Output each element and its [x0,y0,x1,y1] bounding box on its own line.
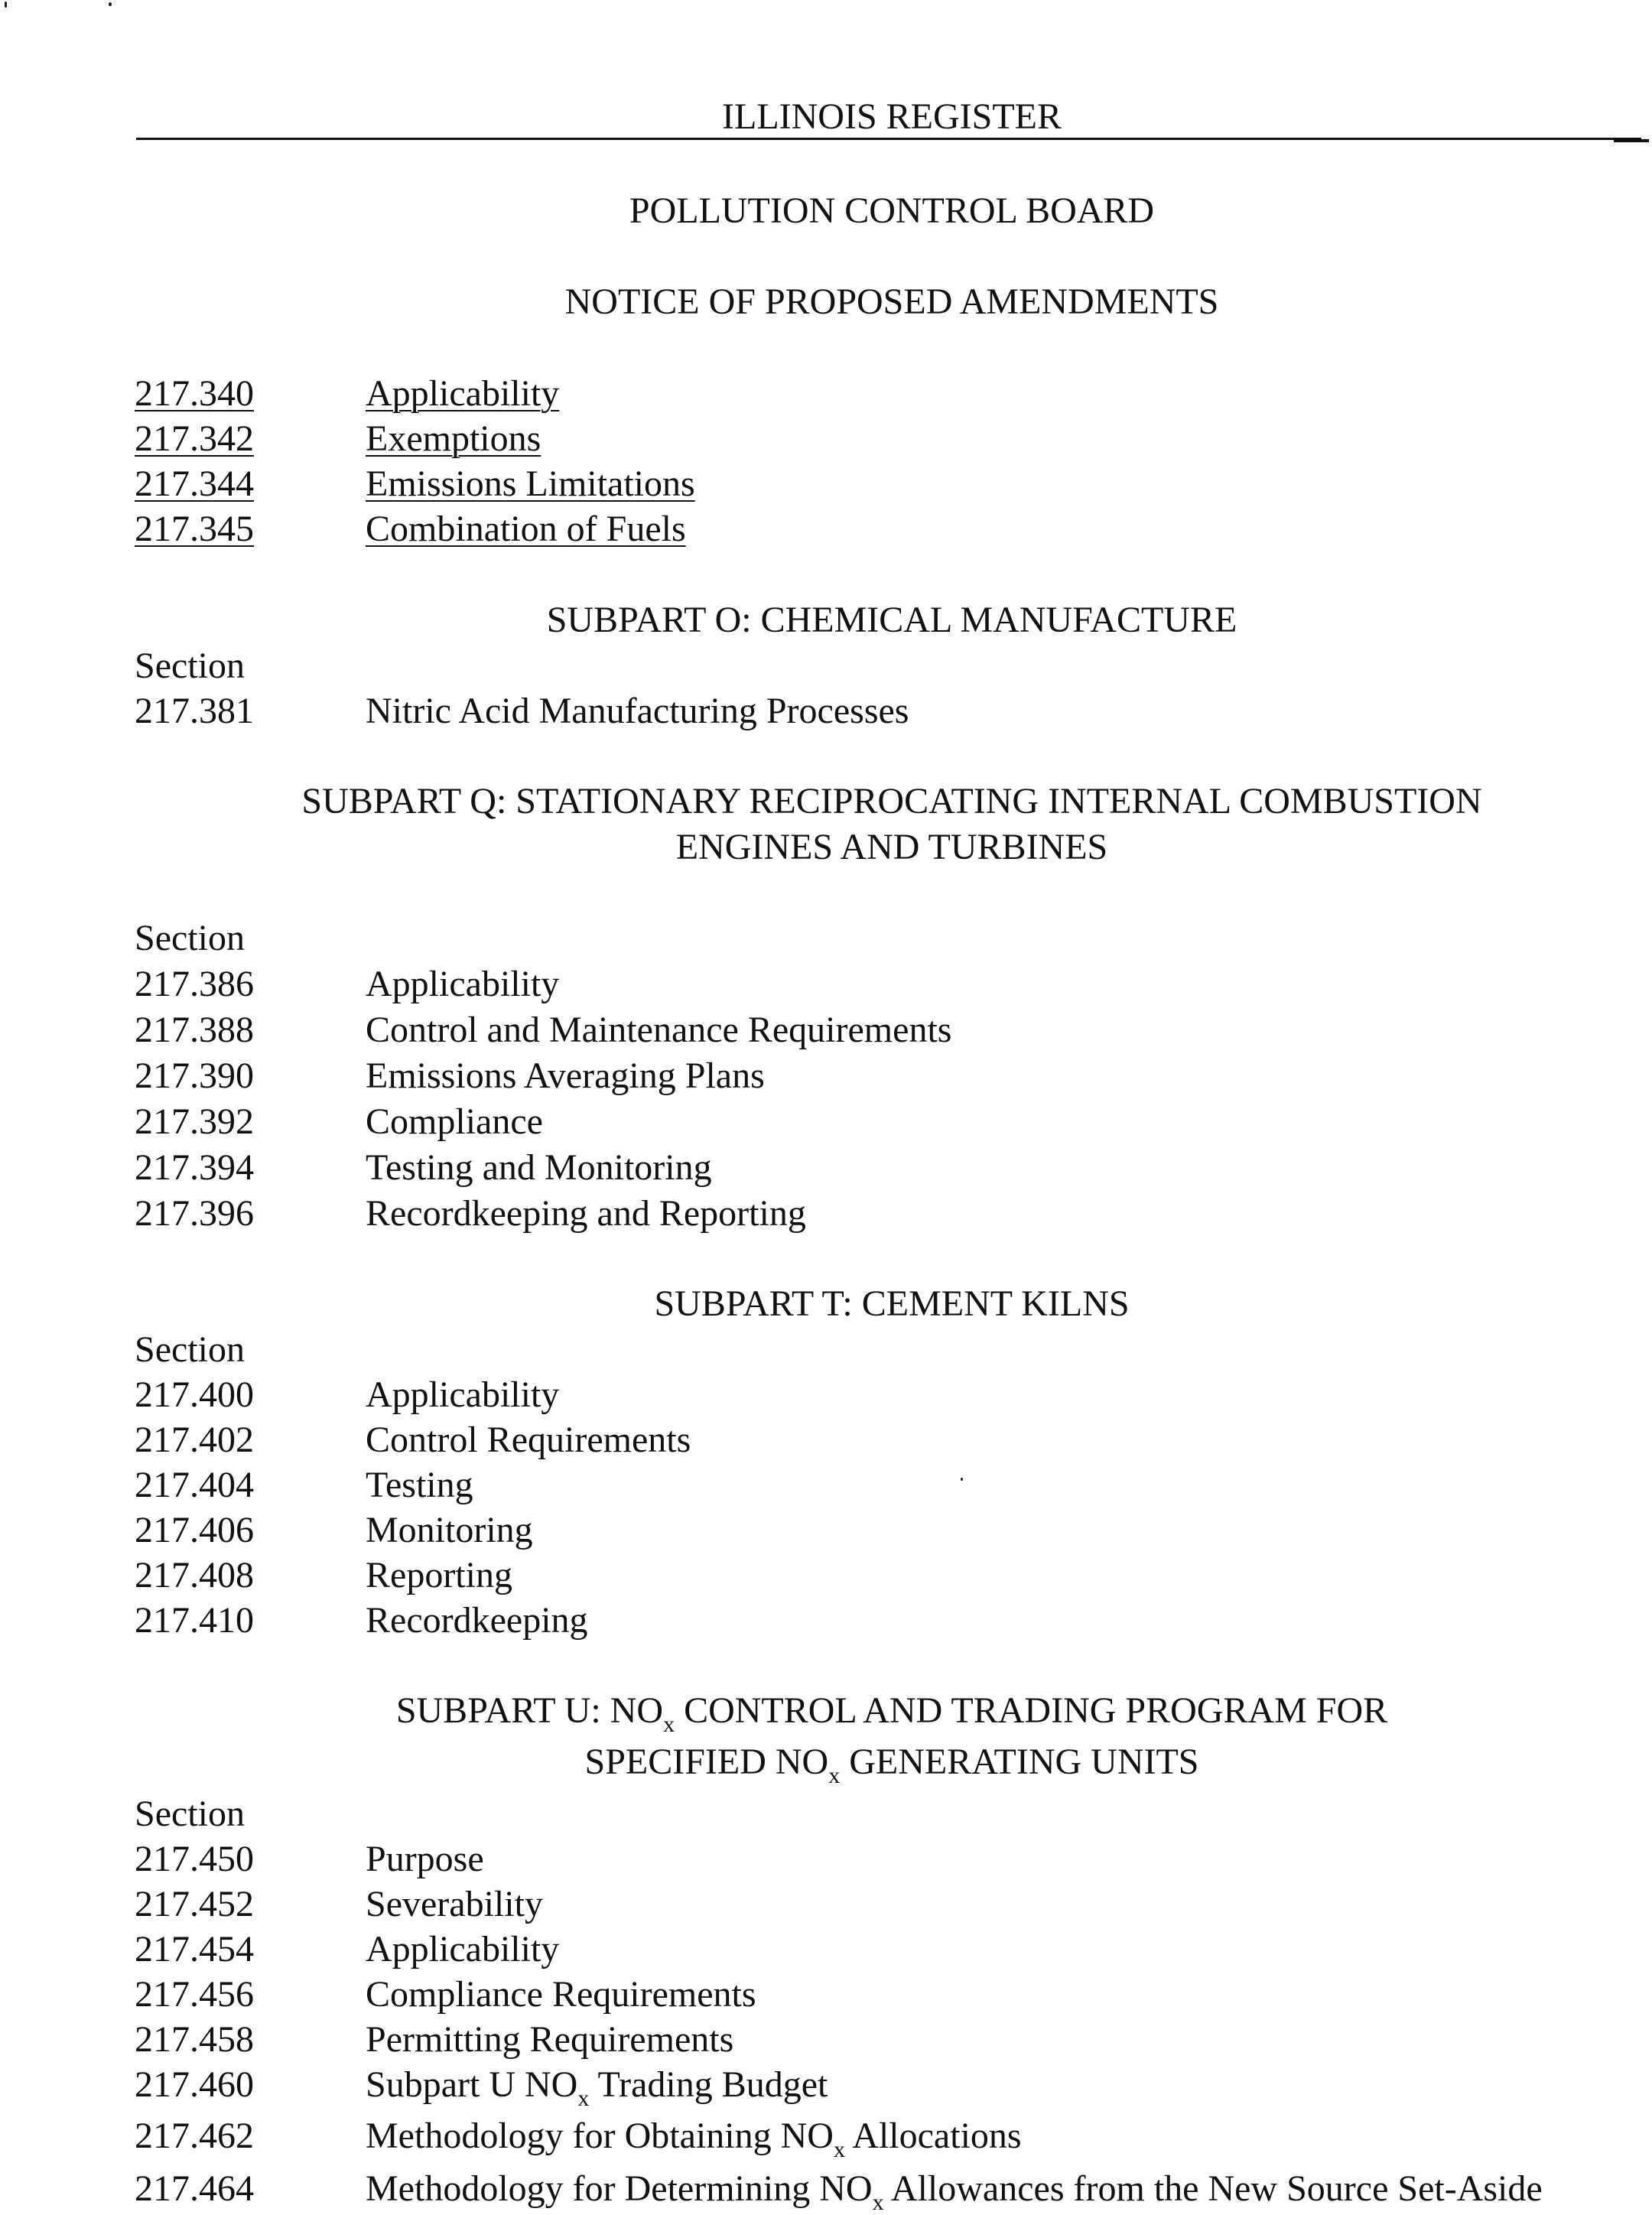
subpart-t-heading: SUBPART T: CEMENT KILNS [654,1283,1130,1324]
section-row [0,1927,1652,1973]
section-row [0,1417,1652,1463]
section-row [0,2017,1652,2063]
section-row [0,1836,1652,1882]
section-label: Section [135,646,245,686]
section-number: 217.460 [135,2064,254,2105]
section-row [0,1972,1652,2018]
section-row [0,1598,1652,1644]
section-title: Methodology for Determining $NO_x$ Allowances from the New Source Set-Aside [366,2168,1543,2215]
section-title: Emissions Limitations [366,463,695,504]
section-title: Compliance Requirements [366,1974,756,2015]
section-number: 217.392 [135,1101,254,1142]
scan-speck [5,2,7,8]
section-number: 217.404 [135,1465,254,1505]
section-title: Testing and Monitoring [366,1147,712,1188]
section-number: 217.410 [135,1600,254,1641]
section-number: 217.456 [135,1974,254,2015]
register-title: ILLINOIS REGISTER [722,96,1062,137]
section-title: Permitting Requirements [366,2019,734,2060]
section-number: 217.388 [135,1010,254,1050]
section-number: 217.462 [135,2116,254,2156]
section-title: Recordkeeping [366,1600,588,1641]
section-number: 217.458 [135,2019,254,2060]
section-title: Applicability [366,1374,560,1415]
section-number: 217.402 [135,1420,254,1460]
section-number: 217.396 [135,1193,254,1234]
section-label: Section [135,1794,245,1834]
header-rule-end [1614,139,1649,142]
section-row [0,1372,1652,1418]
section-title: Subpart U $NO_x$ Trading Budget [366,2064,828,2111]
section-title: Nitric Acid Manufacturing Processes [366,691,909,731]
agency-heading: POLLUTION CONTROL BOARD [629,190,1155,231]
heading-text: SPECIFIED NO [584,1742,829,1782]
section-title: Testing [366,1465,473,1505]
section-number: 217.400 [135,1374,254,1415]
section-row [0,1145,1652,1191]
section-row [0,2166,1652,2215]
section-number: 217.381 [135,691,254,731]
section-number: 217.345 [135,509,254,549]
heading-text: CONTROL AND TRADING PROGRAM FOR [675,1690,1388,1731]
section-number: 217.344 [135,463,254,504]
heading-text: SUBPART U: NO [395,1690,664,1731]
section-row [0,1053,1652,1099]
subpart-u-heading-line2 [66,1739,1652,1788]
section-row [0,1191,1652,1237]
section-number: 217.464 [135,2168,254,2209]
section-title: Control Requirements [366,1420,691,1460]
section-row [0,688,1652,734]
subscript: x [828,1763,841,1788]
section-row [0,416,1652,462]
section-title: Compliance [366,1101,543,1142]
section-title: Methodology for Obtaining $NO_x$ Allocations [366,2116,1022,2162]
section-row [0,961,1652,1007]
heading-text: GENERATING UNITS [840,1742,1199,1782]
notice-heading: NOTICE OF PROPOSED AMENDMENTS [564,281,1219,322]
section-row [0,461,1652,507]
section-title: Monitoring [366,1510,533,1550]
subpart-o-heading: SUBPART O: CHEMICAL MANUFACTURE [546,600,1237,640]
section-row [0,1007,1652,1053]
section-title: Applicability [366,964,560,1004]
section-title: Combination of Fuels [366,509,686,549]
section-label: Section [135,918,245,958]
section-number: 217.340 [135,373,254,414]
section-title: Applicability [366,373,560,414]
section-row [0,1553,1652,1599]
section-number: 217.408 [135,1555,254,1595]
section-number: 217.394 [135,1147,254,1188]
section-title: Severability [366,1884,543,1924]
section-number: 217.452 [135,1884,254,1924]
section-title: Recordkeeping and Reporting [366,1193,806,1234]
section-row [0,2113,1652,2162]
section-title: Emissions Averaging Plans [366,1055,765,1096]
section-title: Exemptions [366,418,541,459]
section-row [0,1462,1652,1508]
section-title: Reporting [366,1555,512,1595]
section-row [0,371,1652,417]
subpart-u-heading-line1 [66,1688,1652,1737]
section-row [0,1882,1652,1927]
scan-speck [109,2,112,6]
section-number: 217.386 [135,964,254,1004]
subscript: x [663,1712,675,1737]
section-title: Purpose [366,1839,484,1879]
section-number: 217.342 [135,418,254,459]
section-row [0,506,1652,552]
section-number: 217.454 [135,1929,254,1969]
section-number: 217.450 [135,1839,254,1879]
section-title: Applicability [366,1929,560,1969]
section-title: Control and Maintenance Requirements [366,1010,952,1050]
header-rule [136,138,1641,140]
subpart-q-heading-line1: SUBPART Q: STATIONARY RECIPROCATING INTERNAL COMBUSTION [301,781,1482,821]
section-label: Section [135,1329,245,1370]
subpart-q-heading-line2: ENGINES AND TURBINES [675,827,1108,867]
section-number: 217.406 [135,1510,254,1550]
section-row [0,1508,1652,1553]
section-number: 217.390 [135,1055,254,1096]
section-row [0,2062,1652,2111]
section-row [0,1099,1652,1145]
